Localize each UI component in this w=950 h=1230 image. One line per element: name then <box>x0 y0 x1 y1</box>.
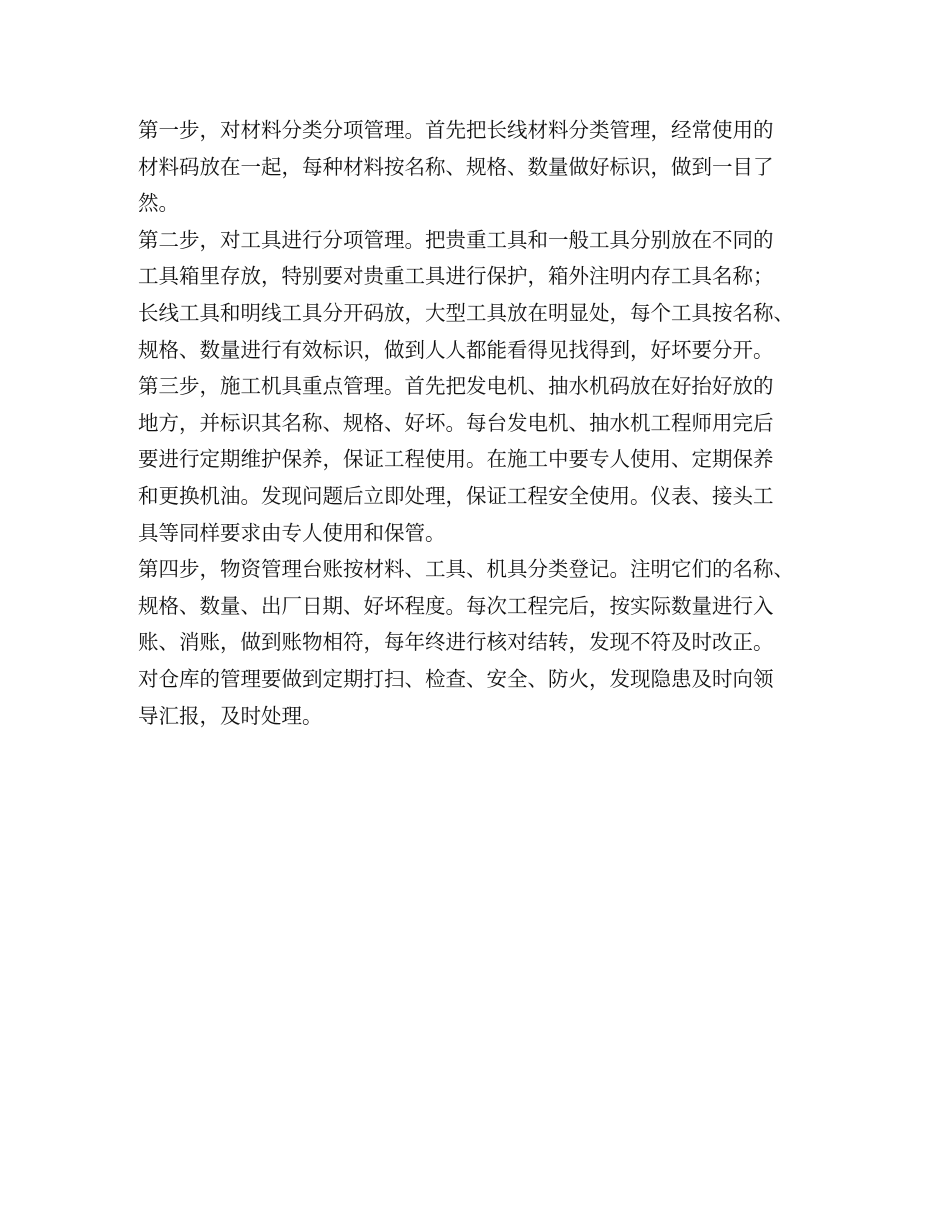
text-line: 导汇报，及时处理。 <box>138 703 323 728</box>
document-body <box>138 112 828 734</box>
text-line: 规格、数量、出厂日期、好坏程度。每次工程完后，按实际数量进行入 <box>138 593 774 618</box>
text-line: 第三步，施工机具重点管理。首先把发电机、抽水机码放在好抬好放的 <box>138 374 774 399</box>
text-line: 具等同样要求由专人使用和保管。 <box>138 520 446 545</box>
text-line: 要进行定期维护保养，保证工程使用。在施工中要专人使用、定期保养 <box>138 447 774 472</box>
text-line: 规格、数量进行有效标识，做到人人都能看得见找得到，好坏要分开。 <box>138 337 774 362</box>
text-line: 材料码放在一起，每种材料按名称、规格、数量做好标识，做到一目了 <box>138 154 774 179</box>
text-line: 然。 <box>138 191 179 216</box>
text-line: 地方，并标识其名称、规格、好坏。每台发电机、抽水机工程师用完后 <box>138 410 774 435</box>
text-line: 工具箱里存放，特别要对贵重工具进行保护，箱外注明内存工具名称； <box>138 264 774 289</box>
text-line: 账、消账，做到账物相符，每年终进行核对结转，发现不符及时改正。 <box>138 630 774 655</box>
text-line: 和更换机油。发现问题后立即处理，保证工程安全使用。仪表、接头工 <box>138 483 774 508</box>
text-line: 第四步，物资管理台账按材料、工具、机具分类登记。注明它们的名称、 <box>138 557 794 582</box>
text-line: 长线工具和明线工具分开码放，大型工具放在明显处，每个工具按名称、 <box>138 300 794 325</box>
text-line: 第二步，对工具进行分项管理。把贵重工具和一般工具分别放在不同的 <box>138 227 774 252</box>
text-line: 对仓库的管理要做到定期打扫、检查、安全、防火，发现隐患及时向领 <box>138 666 774 691</box>
text-line: 第一步，对材料分类分项管理。首先把长线材料分类管理，经常使用的 <box>138 118 774 142</box>
